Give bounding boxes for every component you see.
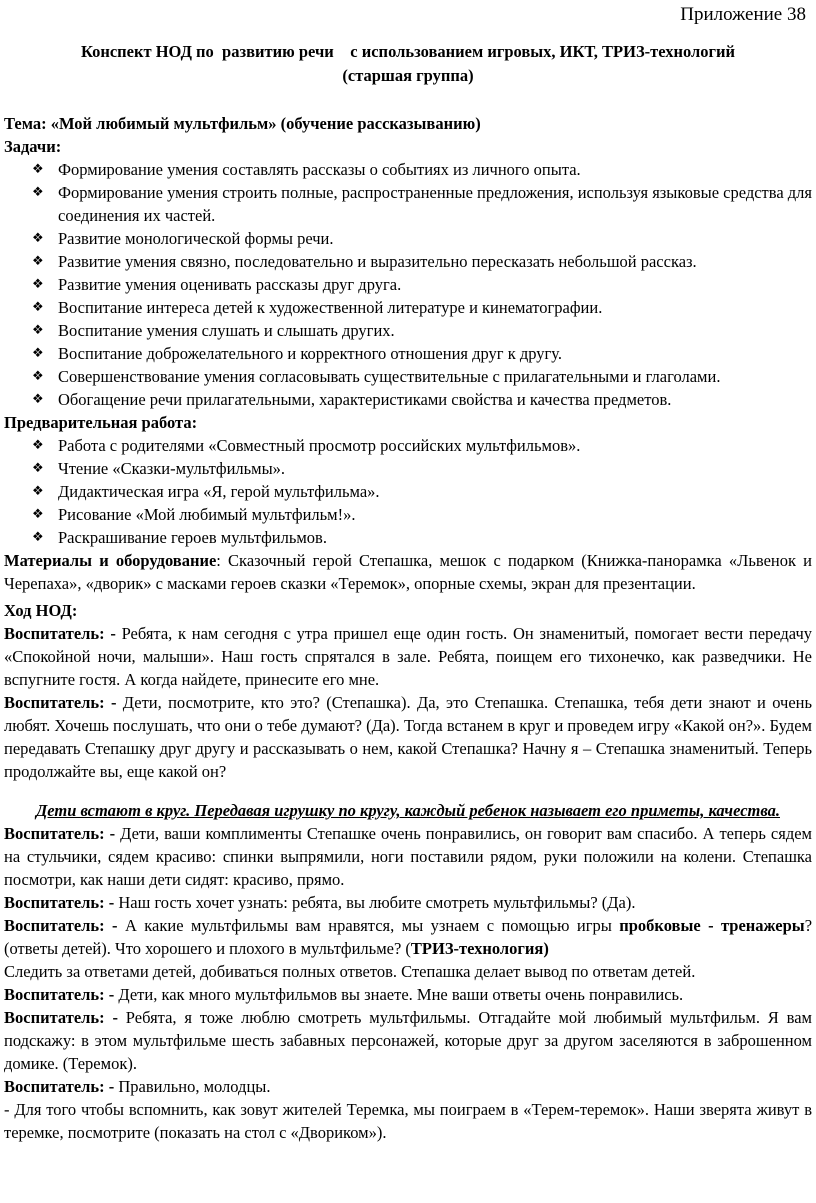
materials-paragraph: Материалы и оборудование: Сказочный герой Степашка, мешок с подарком (Книжка-панорамка «Львенок и Черепаха», «дворик» с масками героев сказки «Теремок», опорные схемы, экран для презентации.: [4, 551, 813, 593]
list-item: ❖ Воспитание интереса детей к художественной литературе и кинематографии.: [32, 298, 603, 317]
list-item: ❖ Рисование «Мой любимый мультфильм!».: [32, 505, 356, 524]
diamond-bullet-icon: ❖: [32, 438, 44, 453]
dialogue-paragraph: Воспитатель: - Дети, как много мультфильмов вы знаете. Мне ваши ответы очень понравились.: [4, 985, 684, 1004]
diamond-bullet-icon: ❖: [32, 346, 44, 361]
speaker-label: Воспитатель: -: [4, 893, 115, 912]
speaker-label: Воспитатель: -: [4, 1008, 118, 1027]
dialogue-paragraph: Воспитатель: - Дети, посмотрите, кто это? (Степашка). Да, это Степашка. Степашка, тебя дети знают и очень любят. Хочешь послушать, что они о тебе думают? (Да). Тогда встанем в круг и проведем игру «Какой он?». Будем передавать Степашку друг другу и рассказывать о нем, какой Степашка? Начну я – Степашка знаменитый. Теперь продолжайте вы, еще какой он?: [4, 693, 812, 781]
speaker-label: Воспитатель: -: [4, 824, 116, 843]
appendix-label: Приложение 38: [680, 4, 806, 25]
list-item: ❖ Работа с родителями «Совместный просмотр российских мультфильмов».: [32, 436, 581, 455]
diamond-bullet-icon: ❖: [32, 484, 44, 499]
speaker-label: Воспитатель: -: [4, 916, 118, 935]
list-item: ❖ Обогащение речи прилагательными, характеристиками свойства и качества предметов.: [32, 390, 672, 409]
diamond-bullet-icon: ❖: [32, 254, 44, 269]
dialogue-paragraph: Воспитатель: - А какие мультфильмы вам нравятся, мы узнаем с помощью игры пробковые - тренажеры? (ответы детей). Что хорошего и плохого в мультфильме? (ТРИЗ-технология): [4, 916, 813, 958]
diamond-bullet-icon: ❖: [32, 300, 44, 315]
diamond-bullet-icon: ❖: [32, 162, 44, 177]
dialogue-paragraph: Воспитатель: - Ребята, к нам сегодня с утра пришел еще один гость. Он знаменитый, помогает вести передачу «Спокойной ночи, малыши». Наш гость спрятался в зале. Ребята, поищем его тихонечко, как разведчики. Не вспугните гостя. А когда найдете, принесите его мне.: [4, 624, 812, 689]
dialogue-paragraph: - Для того чтобы вспомнить, как зовут жителей Теремка, мы поиграем в «Терем-теремок». Наши зверята живут в теремке, посмотрите (показать на стол с «Двориком»).: [4, 1100, 812, 1142]
title-line-1: Конспект НОД по развитию речи с использованием игровых, ИКТ, ТРИЗ-технологий: [80, 42, 736, 61]
diamond-bullet-icon: ❖: [32, 323, 44, 338]
diamond-bullet-icon: ❖: [32, 185, 44, 200]
list-item: ❖ Развитие умения оценивать рассказы друг друга.: [32, 275, 402, 294]
diamond-bullet-icon: ❖: [32, 530, 44, 545]
diamond-bullet-icon: ❖: [32, 461, 44, 476]
list-item: ❖ Воспитание умения слушать и слышать других.: [32, 321, 395, 340]
document-body: [4, 112, 812, 1144]
dialogue-paragraph: Воспитатель: - Наш гость хочет узнать: ребята, вы любите смотреть мультфильмы? (Да).: [4, 893, 636, 912]
list-item: ❖ Совершенствование умения согласовывать существительные с прилагательными и глаголами.: [32, 367, 721, 386]
title-line-2: (старшая группа): [342, 66, 474, 85]
prep-heading: Предварительная работа:: [4, 413, 198, 432]
list-item: ❖ Раскрашивание героев мультфильмов.: [32, 528, 327, 547]
speaker-label: Воспитатель: -: [4, 624, 116, 643]
diamond-bullet-icon: ❖: [32, 369, 44, 384]
speaker-label: Воспитатель: -: [4, 693, 117, 712]
theme-heading: Тема: «Мой любимый мультфильм» (обучение рассказыванию): [4, 114, 481, 133]
list-item: ❖ Дидактическая игра «Я, герой мультфильма».: [32, 482, 380, 501]
diamond-bullet-icon: ❖: [32, 392, 44, 407]
diamond-bullet-icon: ❖: [32, 277, 44, 292]
hod-heading: Ход НОД:: [4, 601, 78, 620]
speaker-label: Воспитатель: -: [4, 1077, 115, 1096]
speaker-label: Воспитатель: -: [4, 985, 115, 1004]
tasks-heading: Задачи:: [4, 137, 62, 156]
dialogue-paragraph: Воспитатель: - Правильно, молодцы.: [4, 1077, 271, 1096]
note-paragraph: Следить за ответами детей, добиваться полных ответов. Степашка делает вывод по ответам детей.: [4, 962, 696, 981]
game-instruction: Дети встают в круг. Передавая игрушку по кругу, каждый ребенок называет его приметы, качества.: [35, 801, 780, 820]
list-item: ❖ Развитие монологической формы речи.: [32, 229, 334, 248]
diamond-bullet-icon: ❖: [32, 507, 44, 522]
dialogue-paragraph: Воспитатель: - Дети, ваши комплименты Степашке очень понравились, он говорит вам спасибо. А теперь сядем на стульчики, сядем красиво: спинки выпрямили, ноги поставили рядом, руки положили на колени. Степашка посмотри, как наши дети сидят: красиво, прямо.: [4, 824, 812, 889]
list-item: ❖ Развитие умения связно, последовательно и выразительно пересказать небольшой рассказ.: [32, 252, 697, 271]
list-item: ❖ Формирование умения строить полные, распространенные предложения, используя языковые средства для соединения их частей.: [32, 183, 812, 225]
dialogue-paragraph: Воспитатель: - Ребята, я тоже люблю смотреть мультфильмы. Отгадайте мой любимый мультфильм. Я вам подскажу: в этом мультфильме шесть забавных персонажей, которые друг за другом заселяются в заброшенном домике. (Теремок).: [4, 1008, 812, 1073]
list-item: ❖ Формирование умения составлять рассказы о событиях из личного опыта.: [32, 160, 581, 179]
document-title: [0, 40, 816, 88]
list-item: ❖ Чтение «Сказки-мультфильмы».: [32, 459, 286, 478]
tasks-list: [4, 158, 812, 411]
diamond-bullet-icon: ❖: [32, 231, 44, 246]
prep-list: [4, 434, 812, 549]
list-item: ❖ Воспитание доброжелательного и корректного отношения друг к другу.: [32, 344, 562, 363]
materials-label: Материалы и оборудование: [4, 551, 217, 570]
